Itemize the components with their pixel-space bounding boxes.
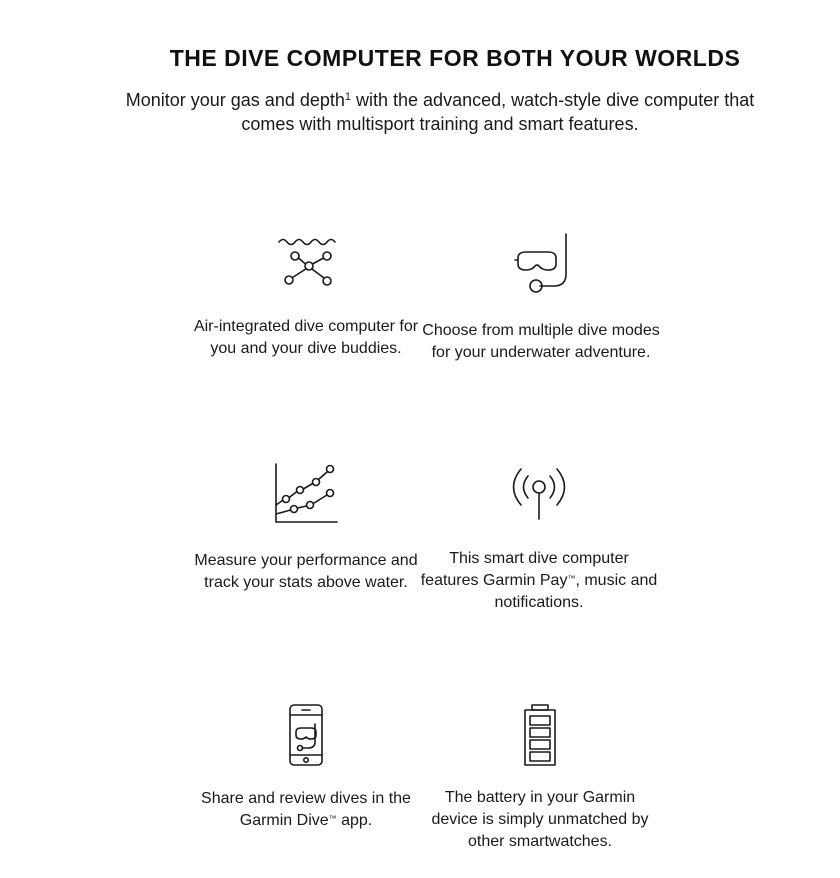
trademark-symbol: ™	[567, 574, 576, 583]
page-title: THE DIVE COMPUTER FOR BOTH YOUR WORLDS	[169, 45, 741, 72]
caption-text-part: Share and review dives in the Garmin Dive	[201, 790, 411, 829]
feature-smart-features	[419, 462, 659, 614]
feature-caption: Measure your performance and track your stats above water.	[194, 552, 418, 591]
feature-performance	[186, 460, 426, 594]
feature-battery	[420, 703, 660, 853]
feature-caption: The battery in your Garmin device is simply unmatched by other smartwatches.	[431, 789, 649, 850]
feature-air-integration	[186, 232, 426, 360]
feature-dive-app	[186, 702, 426, 832]
intro-text-part: with the advanced, watch-style dive computer that comes with multisport training and smart features.	[241, 90, 755, 134]
battery-icon	[520, 703, 560, 767]
intro-text	[100, 88, 780, 136]
dive-mask-snorkel-icon	[506, 230, 576, 294]
phone-app-icon	[286, 702, 326, 768]
feature-caption	[419, 548, 659, 614]
footnote-marker[interactable]: 1	[344, 91, 352, 103]
performance-chart-icon	[271, 460, 341, 526]
feature-dive-modes	[421, 230, 661, 364]
intro-text-part: Monitor your gas and depth	[125, 90, 345, 110]
caption-text-part: , music and notifications.	[494, 572, 658, 611]
caption-text-part: app.	[336, 812, 373, 829]
trademark-symbol: ™	[328, 814, 337, 823]
wireless-signal-icon	[504, 462, 574, 524]
air-integration-icon	[271, 232, 341, 292]
feature-caption	[186, 788, 426, 832]
feature-caption: Choose from multiple dive modes for your underwater adventure.	[422, 322, 660, 361]
feature-caption: Air-integrated dive computer for you and your dive buddies.	[193, 318, 419, 357]
caption-text-part: This smart dive computer features Garmin Pay	[420, 550, 629, 589]
